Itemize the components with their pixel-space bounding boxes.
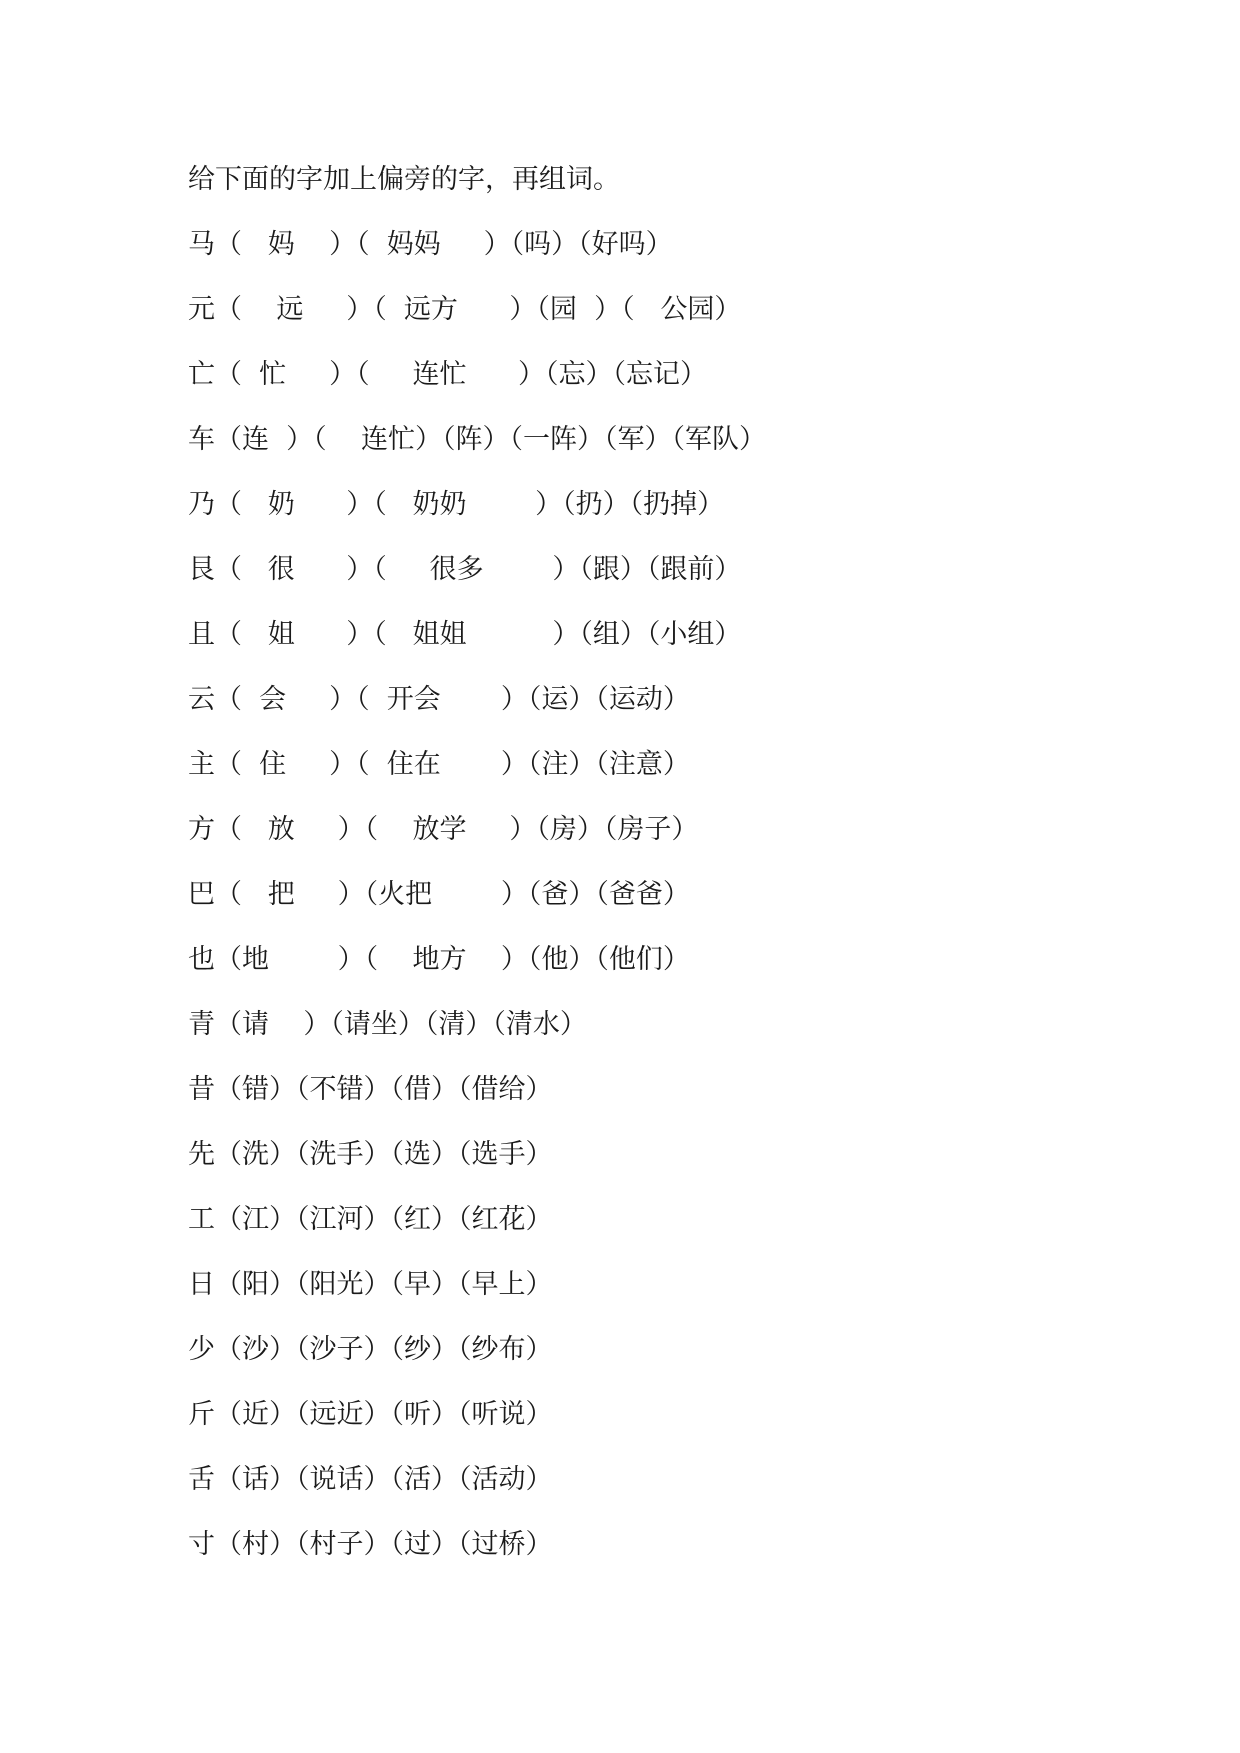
exercise-row-gen: 艮（ 很 ）（ 很多 ）（跟）（跟前） bbox=[188, 554, 742, 585]
exercise-row-she: 舌（话）（说话）（活）（活动） bbox=[188, 1464, 553, 1495]
exercise-row-zhu: 主（ 住 ）（ 住在 ）（注）（注意） bbox=[188, 749, 690, 780]
exercise-row-wang: 亡（ 忙 ）（ 连忙 ）（忘）（忘记） bbox=[188, 359, 707, 390]
exercise-row-ba: 巴（ 把 ）（火把 ）（爸）（爸爸） bbox=[188, 879, 690, 910]
exercise-list bbox=[188, 225, 1148, 1565]
exercise-row-gong: 工（江）（江河）（红）（红花） bbox=[188, 1204, 553, 1235]
exercise-row-shao: 少（沙）（沙子）（纱）（纱布） bbox=[188, 1334, 553, 1365]
exercise-row-yuan: 元（ 远 ）（ 远方 ）（园 ）（ 公园） bbox=[188, 294, 742, 325]
worksheet-page bbox=[188, 160, 1148, 1590]
exercise-row-fang: 方（ 放 ）（ 放学 ）（房）（房子） bbox=[188, 814, 699, 845]
exercise-row-cun: 寸（村）（村子）（过）（过桥） bbox=[188, 1529, 553, 1560]
exercise-row-ye: 也（地 ）（ 地方 ）（他）（他们） bbox=[188, 944, 690, 975]
instruction-text: 给下面的字加上偏旁的字，再组词。 bbox=[188, 164, 620, 195]
exercise-row-qie: 且（ 姐 ）（ 姐姐 ）（组）（小组） bbox=[188, 619, 742, 650]
exercise-row-qing: 青（请 ）（请坐）（清）（清水） bbox=[188, 1009, 587, 1040]
exercise-row-yun: 云（ 会 ）（ 开会 ）（运）（运动） bbox=[188, 684, 690, 715]
exercise-row-che: 车（连 ）（ 连忙）（阵）（一阵）（军）（军队） bbox=[188, 424, 766, 455]
exercise-row-jin: 斤（近）（远近）（听）（听说） bbox=[188, 1399, 553, 1430]
exercise-row-ri: 日（阳）（阳光）（早）（早上） bbox=[188, 1269, 553, 1300]
exercise-row-nai: 乃（ 奶 ）（ 奶奶 ）（扔）（扔掉） bbox=[188, 489, 725, 520]
exercise-row-ma: 马（ 妈 ）（ 妈妈 ）（吗）（好吗） bbox=[188, 229, 673, 260]
exercise-row-xian: 先（洗）（洗手）（选）（选手） bbox=[188, 1139, 553, 1170]
exercise-row-xi: 昔（错）（不错）（借）（借给） bbox=[188, 1074, 553, 1105]
